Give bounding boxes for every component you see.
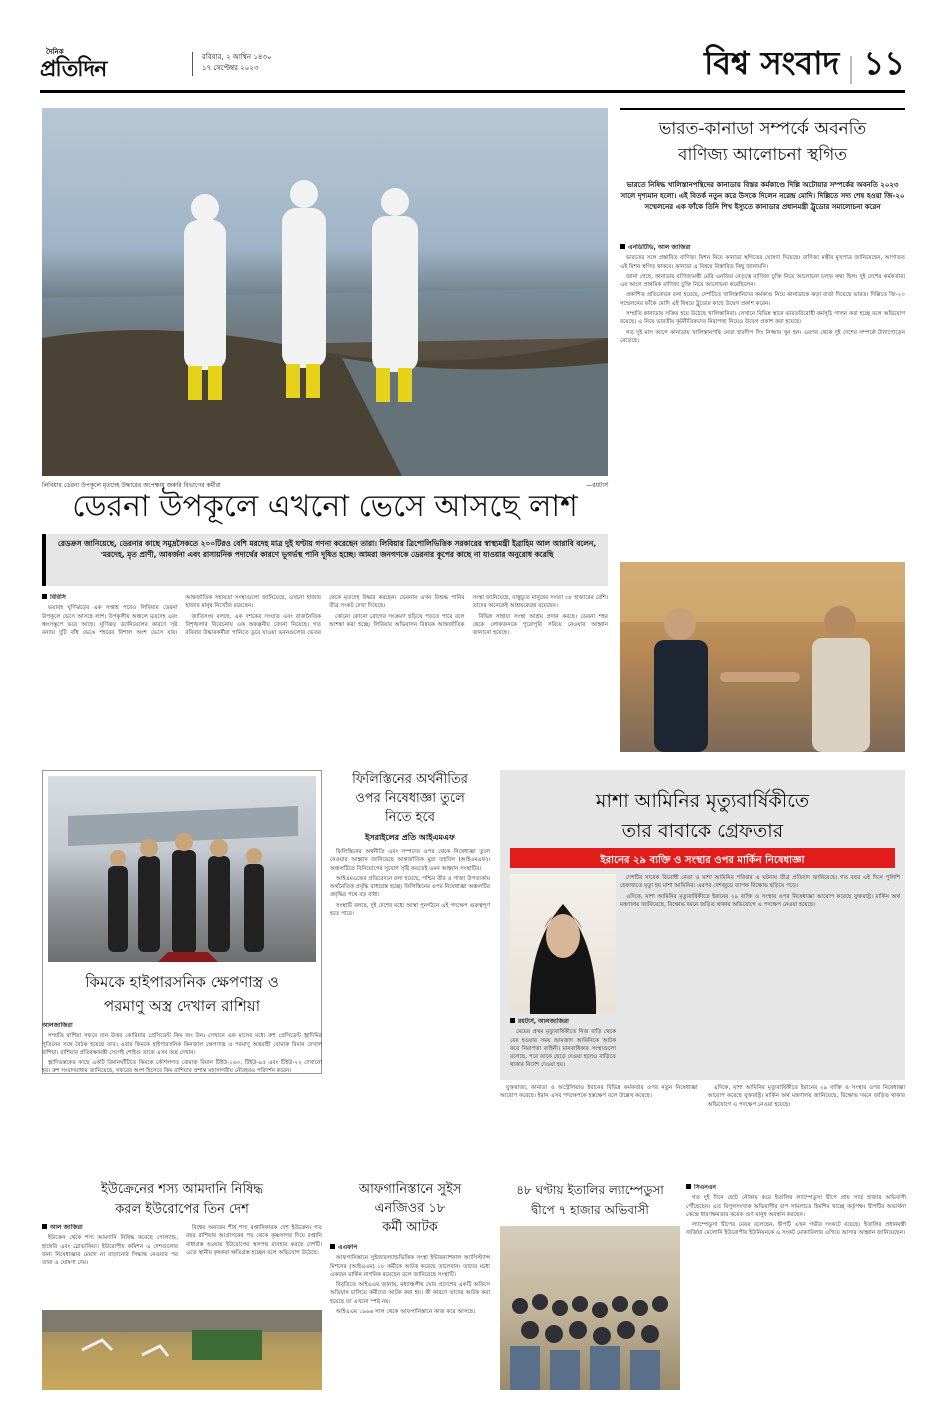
- india-canada-headline: [620, 116, 905, 168]
- india-canada-body-p1: ভারতের সঙ্গে প্রস্তাবিত বাণিজ্য মিশন নিয়ে কানাডা স্থগিতের ঘোষণা দিয়েছে। বাণিজ্য মন্ত্রীর মুখপাত্র জানিয়েছেন, আপাতত এই মিশন স্থগিত থাকবে। কানাডা এ বিষয়ে বিস্তারিত কিছু জানায়নি।: [620, 255, 905, 270]
- mahsa-body-right: [620, 874, 900, 1074]
- date-block: [202, 52, 362, 74]
- palestine-headline: [330, 770, 490, 827]
- mahsa-headline-line1: মাশা আমিনির মৃত্যুবার্ষিকীতে: [595, 790, 810, 812]
- mahsa-headline-line2: তার বাবাকে গ্রেফতার: [621, 820, 784, 842]
- ukraine-body-p1: ইউক্রেন থেকে শস্য আমদানি নিষিদ্ধ করেছে পোল্যান্ড, হাঙ্গেরি এবং স্লোভাকিয়া। ইউরোপীয় কমিশন এ দেশগুলোর জন্য নিষেধাজ্ঞার মেয়াদ না বাড়ানোর সিদ্ধান্ত নেওয়ার পর তারা এ ঘোষণা দেয়।: [42, 1235, 178, 1267]
- afghanistan-headline-line2: এনজিওর ১৮: [374, 1201, 446, 1216]
- lampedusa-body: [686, 1184, 906, 1390]
- palestine-headline-line3: নিতে হবে: [385, 810, 435, 825]
- india-canada-body-p4: সম্প্রতি কানাডায় সক্রিয় হয়ে উঠেছে খালিস্তানিরা। সেখানে বিভিন্ন স্থানে ভারতবিরোধী কর্মসূচি পালন করা হচ্ছে বলে অভিযোগ রয়েছে। এ নিয়ে ভারতীয় কূটনীতিকদের নিরাপত্তা নিয়েও উদ্বেগ প্রকাশ করা হয়েছে।: [620, 311, 905, 326]
- ukraine-body: [42, 1224, 322, 1306]
- russia-byline: আলজাজিরা: [42, 1022, 73, 1029]
- modi-trudeau-photo: [620, 562, 905, 752]
- libya-summary-box: [42, 534, 608, 586]
- lampedusa-body-p1: গত দুই দিনে ছোট নৌকায় করে ইতালির ল্যাম্পেডুসা দ্বীপে প্রায় সাত হাজার অভিবাসী পৌঁছেছেন। এত বিপুলসংখ্যক অভিবাসীর চাপ সামলাতে হিমশিম খাচ্ছে কর্তৃপক্ষ। দ্বীপটির অভ্যর্থনা কেন্দ্রে ধারণক্ষমতার কয়েক গুণ মানুষ অবস্থান করছেন।: [686, 1195, 906, 1218]
- date-line-1: রবিবার, ২ আশ্বিন ১৪৩০: [202, 53, 272, 61]
- mahsa-body-p4: যুক্তরাজ্য, কানাডা ও অস্ট্রেলিয়াও ইরানের বিভিন্ন কর্মকর্তার ওপর নতুন নিষেধাজ্ঞা আরোপ করেছে। ইরান এসব পদক্ষেপকে হস্তক্ষেপ বলে উল্লেখ করেছে।: [500, 1085, 698, 1100]
- palestine-body-p3: সংস্থাটি বলছে, দুই দেশের মধ্যে আস্থা পুনর্গঠনে এই পদক্ষেপ গুরুত্বপূর্ণ হতে পারে।: [330, 902, 490, 918]
- mahsa-headline: [500, 786, 905, 846]
- india-canada-top-rule: [620, 108, 905, 110]
- india-canada-summary: ভারতে নিষিদ্ধ খালিস্তানপন্থিদের কানাডায় বিস্তর কর্মকাণ্ডে দিল্লি অটোয়ার সম্পর্কের অবনতি ২০২৩ সালে দৃশ্যমান হলো। এই বিতর্ক নতুন করে উসকে দিলেন নরেন্দ্র মোদি। দিল্লিতে সদ্য শেষ হওয়া জি-২০ সম্মেলনের এক ফাঁকে তিনি শিখ ইস্যুতে কানাডার প্রধানমন্ত্রী ট্রুডোর সমালোচনা করেন: [620, 181, 905, 211]
- afghanistan-headline: [330, 1180, 490, 1237]
- afghanistan-headline-line1: আফগানিস্তানে সুইস: [358, 1182, 462, 1197]
- mahsa-body-p2: এদিকে, মাশা আমিনির মৃত্যুবার্ষিকীতে ইরানের ২৯ ব্যক্তি ও সংস্থার ওপর নিষেধাজ্ঞা আরোপ করেছে যুক্তরাষ্ট্র। মার্কিন অর্থ মন্ত্রণালয় জানিয়েছে, বিক্ষোভ দমনে জড়িত থাকার অভিযোগে এ পদক্ষেপ নেওয়া হয়েছে।: [620, 893, 900, 908]
- libya-summary-text: রেডক্রস জানিয়েছে, ডেরনার কাছে সমুদ্রসৈকতে ২০০টিরও বেশি মরদেহ মাত্র দুই ঘণ্টায় গণনা করেছেন তারা। লিবিয়ার ত্রিপোলিভিত্তিক সরকারের স্বাস্থ্যমন্ত্রী ইব্রাহিম আল আরাবি বলেন, 'মরদেহ, মৃত প্রাণী, আবর্জনা এবং রাসায়নিক পদার্থের কারণে ভূগর্ভস্থ পানি দূষিত হচ্ছে। আমরা জনগণকে ডেরনার কূপের কাছে না যাওয়ার অনুরোধ করেছি: [57, 539, 597, 559]
- russia-body: [42, 1022, 322, 1172]
- mahsa-photo-art: [510, 874, 616, 1014]
- lampedusa-byline: সিএনএন: [686, 1184, 906, 1192]
- afghanistan-body-p3: আইএএম ১৯৬৬ সাল থেকে আফগানিস্তানে কাজ করে আসছে।: [336, 1309, 476, 1316]
- india-canada-body-p3: প্রকাশিত প্রতিবেদনে বলা হয়েছে, দেশটিতে খালিস্তানিদের কর্মকাণ্ড নিয়ে কানাডাকে কড়া বার্তা দিয়েছে ভারত। দিল্লিতে জি-২০ সম্মেলনের ফাঁকে মোদি এই বিষয়ে ট্রুডোর কাছে উদ্বেগ প্রকাশ করেন।: [620, 292, 905, 307]
- afghanistan-body-p1: আফগানিস্তানে সুইজারল্যান্ডভিত্তিক সংস্থা ইন্টারন্যাশনাল অ্যাসিস্ট্যান্স মিশনের (আইএএম) ১৮ কর্মীকে আটক করেছে তালেবান। তাদের মধ্যে একজন মার্কিন নাগরিক রয়েছেন বলে জানিয়েছে সংস্থাটি।: [330, 1255, 490, 1278]
- ukraine-headline: [42, 1180, 322, 1220]
- mahsa-body-p1: দেশটির সাবেক বিরোধী নেতা ও মাশা আমিনির পরিবার এ ঘটনায় তীব্র প্রতিবাদ জানিয়েছে। গত বছর এই দিনে পুলিশি হেফাজতে মৃত্যু হয় মাশা আমিনির। এরপর দেশজুড়ে ব্যাপক বিক্ষোভ ছড়িয়ে পড়ে।: [620, 875, 900, 890]
- mahsa-body-bottom: [500, 1084, 905, 1174]
- page-number: ১১: [863, 44, 905, 82]
- afghanistan-body-p2: বিবৃতিতে আইএএম জানায়, মধ্যাঞ্চলীয় ঘোর প্রদেশের একটি অফিসে অভিযান চালিয়ে কর্মীদের আটক করা হয়। কী কারণে তাদের আটক করা হয়েছে তা এখনো স্পষ্ট নয়।: [330, 1282, 490, 1305]
- date-line-2: ১৭ সেপ্টেম্বর ২০২৩: [202, 64, 259, 72]
- ukraine-headline-line1: ইউক্রেনের শস্য আমদানি নিষিদ্ধ: [101, 1182, 263, 1197]
- wheat-field-photo: [42, 1310, 322, 1390]
- libya-photo-caption: লিবিয়ার ডেরনা উপকূলে মৃতদেহ উদ্ধারের অপেক্ষায় জরুরি বিভাগের কর্মীরা: [42, 482, 221, 489]
- mahsa-photo: [510, 874, 616, 1014]
- russia-headline-line1: কিমকে হাইপারসনিক ক্ষেপণাস্ত্র ও: [85, 973, 279, 991]
- ukraine-byline: আল জাজিরা: [42, 1224, 178, 1232]
- mahsa-red-banner: [510, 848, 895, 868]
- libya-body-p4: বিভিন্ন সাহায্য সংস্থা আশ্রয় প্রদান করছে। ডেরনা শহর থেকে লোকজনকে পুরোপুরি সরিয়ে নেওয়ার আহ্বান জানানো হয়েছে।: [472, 613, 608, 637]
- ukraine-headline-line2: করল ইউরোপের তিন দেশ: [115, 1202, 249, 1217]
- masthead-divider: [192, 52, 193, 76]
- libya-body-p1: ভয়াবহ ঘূর্ণিঝড়ের এক সপ্তাহ পরেও লিবিয়ার ডেরনা উপকূলে ভেসে আসছে লাশ। উপকূলীয় অঞ্চলে মৃতদেহ এবং ধ্বংসস্তূপে ভরে আছে। ঘূর্ণিঝড় ড্যানিয়েলের কারণে সৃষ্ট বন্যায় দুটি বাঁধ ভেঙে শহরের বিশাল অংশ ভেসে যায়। আন্তর্জাতিক সহায়তা সংস্থাগুলো জানিয়েছে, এখনো হাজার হাজার মানুষ নিখোঁজ রয়েছেন।: [42, 595, 321, 637]
- afghanistan-body: [330, 1244, 490, 1390]
- lampedusa-photo: [500, 1226, 680, 1390]
- afghanistan-headline-line3: কর্মী আটক: [382, 1220, 438, 1235]
- masthead: [40, 38, 905, 88]
- masthead-rule: [40, 90, 905, 93]
- india-canada-body-p2: জানা গেছে, কানাডার বাণিজ্যমন্ত্রী মেরি এনজির নেতৃত্বে বাণিজ্য চুক্তি নিয়ে আলোচনা চলার কথা ছিল। দুই দেশের কর্মকর্তারা এর আগে প্রাথমিক বাণিজ্য চুক্তি নিয়ে আলোচনা করেছিলেন।: [620, 273, 905, 289]
- russia-headline-line2: পরমাণু অস্ত্র দেখাল রাশিয়া: [103, 997, 261, 1015]
- lampedusa-headline-line1: ৪৮ ঘণ্টায় ইতালির ল্যাম্পেডুসা: [516, 1183, 664, 1197]
- mahsa-red-banner-text: ইরানের ২৯ ব্যক্তি ও সংস্থার ওপর মার্কিন নিষেধাজ্ঞা: [600, 855, 805, 866]
- libya-photo: [42, 108, 608, 476]
- india-canada-byline: এনডিটিভি, আল জাজিরা: [620, 244, 905, 252]
- mahsa-body-p3: মেয়ের প্রথম মৃত্যুবার্ষিকীতে নিজ বাড়ি থেকে বের হওয়ার সময় আমজাদ আমিনিকে আটক করে নিরাপত্তা বাহিনী। মানবাধিকার সংস্থাগুলো বলেছে, পরে তাকে ছেড়ে দেওয়া হলেও বাড়িতে থাকার নির্দেশ দেওয়া হয়।: [510, 1029, 616, 1069]
- libya-headline: ডেরনা উপকূলে এখনো ভেসে আসছে লাশ: [72, 489, 578, 524]
- india-canada-body-p5: গত দুই মাস আগে কানাডায় খালিস্তানপন্থি নেতা হারদীপ সিং নিজ্জার খুন হন। এরপর থেকে দুই দেশের সম্পর্কে টানাপোড়েন বেড়েছে।: [620, 329, 905, 344]
- mahsa-body-p2b: এদিকে, মাশা আমিনির মৃত্যুবার্ষিকীতে ইরানের ২৯ ব্যক্তি ও সংস্থার ওপর নিষেধাজ্ঞা আরোপ করেছে যুক্তরাষ্ট্র। মার্কিন অর্থ মন্ত্রণালয় জানিয়েছে, বিক্ষোভ দমনে জড়িত থাকার অভিযোগে এ পদক্ষেপ নেওয়া হয়েছে।: [707, 1085, 905, 1108]
- russia-headline: [48, 970, 316, 1018]
- libya-photo-art: [42, 108, 608, 476]
- section-separator: [850, 56, 852, 84]
- palestine-headline-line2: ওপর নিষেধাজ্ঞা তুলে: [355, 791, 465, 806]
- palestine-body-p2: আইএমএফের প্রতিবেদনে বলা হয়েছে, পশ্চিম তীর ও গাজা উপত্যকায় অর্থনৈতিক প্রবৃদ্ধি বাধাগ্রস্ত হচ্ছে। ফিলিস্তিনের ওপর নিষেধাজ্ঞা অঞ্চলটির প্রবৃদ্ধির পথে বড় বাধা।: [330, 875, 490, 899]
- wheat-field-photo-art: [42, 1310, 322, 1390]
- ukraine-body-p2: বিশ্বের অন্যতম শীর্ষ শস্য রপ্তানিকারক দেশ ইউক্রেন। গত বছর রাশিয়ার আগ্রাসনের পর থেকে কৃষ্ণসাগর দিয়ে রপ্তানি বাধাগ্রস্ত হওয়ায় ইউরোপের স্থলপথ ব্যবহার করছে দেশটি। এতে স্থানীয় কৃষকরা ক্ষতিগ্রস্ত হচ্ছেন বলে অভিযোগ উঠেছে।: [186, 1225, 322, 1256]
- section-title-text: বিশ্ব সংবাদ: [704, 44, 840, 82]
- libya-byline: বিবিসি: [42, 594, 178, 602]
- lampedusa-headline-line2: দ্বীপে ৭ হাজার অভিবাসী: [531, 1203, 649, 1217]
- lampedusa-headline: [500, 1180, 680, 1220]
- palestine-subhead: ইসরাইলের প্রতি আইএমএফ: [365, 833, 455, 842]
- russia-body-p2: ভ্লাদিভস্তকের কাছে একটি বিমানঘাঁটিতে কিমকে কৌশলগত বোমারু বিমান টিইউ-১৬০, টিইউ-৯৫ এবং টিইউ-২২ দেখানো হয়। রুশ সংবাদমাধ্যম জানিয়েছে, সফরের অংশ হিসেবে কিম রাশিয়ার প্রশান্ত মহাসাগরীয় নৌবহরও পরিদর্শন করেন।: [42, 1060, 322, 1075]
- lampedusa-body-p2: ল্যাম্পেডুসা দ্বীপের মেয়র বলেছেন, দ্বীপটি এখন গভীর সংকটে রয়েছে। ইতালির প্রধানমন্ত্রী জর্জিয়া মেলোনি ইউরোপীয় ইউনিয়নকে এ সংকট মোকাবিলায় এগিয়ে আসার আহ্বান জানিয়েছেন।: [686, 1222, 906, 1237]
- russia-body-p1: সম্প্রতি রাশিয়া সফরে যান উত্তর কোরিয়ার প্রেসিডেন্ট কিম জং উন। সেখানে এক মাসের মধ্যে রুশ প্রেসিডেন্ট ভ্লাদিমির পুতিনের সঙ্গে বৈঠক হয়েছে তার। এবার কিমকে হাইপারসনিক কিনজাল ক্ষেপণাস্ত্র ও পরমাণু অস্ত্রবাহী বোমারু বিমান দেখাল রাশিয়া। রাশিয়ার প্রতিরক্ষামন্ত্রী সের্গেই শোইগু তাকে এসব অস্ত্র দেখান।: [42, 1033, 322, 1056]
- libya-photo-credit: —রয়টার্স: [586, 482, 608, 489]
- logo-small-text: দৈনিক: [46, 48, 64, 56]
- palestine-body-p1: ফিলিস্তিনের অর্থনীতি এবং সম্পদের ওপর থেকে নিষেধাজ্ঞা তুলে নেওয়ার আহ্বান জানিয়েছে আন্তর্জাতিক মুদ্রা তহবিল (আইএমএফ)। অঞ্চলটিতে বিনিয়োগের সুযোগ সৃষ্টি করতেই এমন আহ্বান সংস্থাটির।: [330, 849, 490, 872]
- mahsa-byline: রয়টার্স, আলজাজিরা: [510, 1018, 616, 1026]
- logo-main-text: প্রতিদিন: [40, 57, 107, 82]
- libya-body-p3: কোনো কোনো রোগের সংক্রমণ ছড়িয়ে পড়তে পারে বলে আশঙ্কা করা হচ্ছে। লিবিয়ার অভিবাসন বিষয়ক আন্তর্জাতিক সংস্থা জানিয়েছে, বাস্তুচ্যুত মানুষের সংখ্যা ৩৮ হাজারের বেশি। তাদের অনেকেই আশ্রয়কেন্দ্রে রয়েছেন।: [329, 595, 608, 628]
- india-canada-body: [620, 244, 905, 556]
- section-title: [640, 38, 905, 84]
- newspaper-logo: [40, 46, 180, 82]
- palestine-headline-line1: ফিলিস্তিনের অর্থনীতির: [352, 772, 468, 787]
- kim-photo: [48, 776, 316, 962]
- libya-body: [42, 594, 608, 752]
- india-canada-headline-line2: বাণিজ্য আলোচনা স্থগিত: [677, 145, 847, 165]
- lampedusa-photo-art: [500, 1226, 680, 1390]
- mahsa-body-left: [510, 1018, 616, 1078]
- india-canada-headline-line1: ভারত-কানাডা সম্পর্কে অবনতি: [658, 119, 867, 139]
- afghanistan-byline: এএফপি: [330, 1244, 490, 1252]
- kim-photo-art: [48, 776, 316, 962]
- modi-trudeau-photo-art: [620, 562, 905, 752]
- palestine-body: [330, 848, 490, 1074]
- libya-body-p2: জাতিসংঘ বলছে, এক দশকের সংঘাত এবং রাজনৈতিক বিশৃঙ্খলার বিবেচনায় এক অকল্পনীয় বেদনা নিয়েছে। গত রবিবার উদ্ধারকর্মীরা পানিতে ডুবে যাওয়া ভবনগুলোর ভেতর থেকে মৃতদেহ উদ্ধার করছেন। ডেরনায় এখন বিশুদ্ধ পানির তীব্র সংকট দেখা দিয়েছে।: [185, 595, 465, 637]
